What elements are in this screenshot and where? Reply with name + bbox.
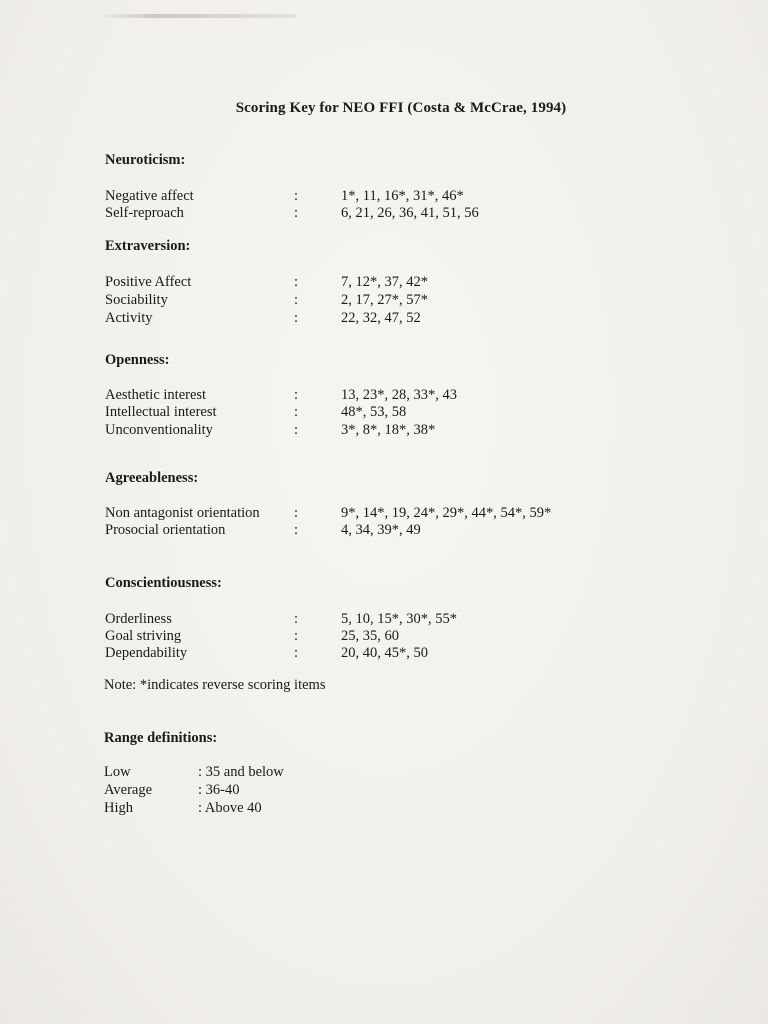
- section-heading-range-definitions: Range definitions:: [104, 730, 218, 746]
- separator: :: [294, 522, 299, 538]
- item-numbers: 7, 12*, 37, 42*: [341, 274, 428, 290]
- item-numbers: 1*, 11, 16*, 31*, 46*: [341, 188, 464, 204]
- reverse-scoring-note: Note: *indicates reverse scoring items: [104, 677, 326, 693]
- item-numbers: 13, 23*, 28, 33*, 43: [341, 387, 457, 403]
- range-label: Average: [104, 782, 153, 798]
- facet-label: Prosocial orientation: [105, 522, 226, 538]
- separator: :: [294, 205, 299, 221]
- separator: :: [294, 387, 299, 403]
- section-heading-agreeableness: Agreeableness:: [105, 470, 199, 486]
- item-numbers: 5, 10, 15*, 30*, 55*: [341, 611, 457, 627]
- separator: :: [294, 292, 299, 308]
- item-numbers: 48*, 53, 58: [341, 404, 407, 420]
- separator: :: [294, 404, 299, 420]
- facet-label: Non antagonist orientation: [105, 505, 260, 521]
- facet-label: Unconventionality: [105, 422, 213, 438]
- separator: :: [294, 310, 299, 326]
- item-numbers: 3*, 8*, 18*, 38*: [341, 422, 436, 438]
- item-numbers: 6, 21, 26, 36, 41, 51, 56: [341, 205, 479, 221]
- range-label: Low: [104, 764, 131, 780]
- item-numbers: 4, 34, 39*, 49: [341, 522, 421, 538]
- section-heading-neuroticism: Neuroticism:: [105, 152, 186, 168]
- range-value: : 36-40: [198, 782, 240, 798]
- section-heading-conscientiousness: Conscientiousness:: [105, 575, 222, 591]
- range-value: : 35 and below: [198, 764, 284, 780]
- facet-label: Positive Affect: [105, 274, 192, 290]
- item-numbers: 2, 17, 27*, 57*: [341, 292, 428, 308]
- document-title: Scoring Key for NEO FFI (Costa & McCrae, 1994): [235, 100, 567, 116]
- separator: :: [294, 422, 299, 438]
- range-label: High: [104, 800, 133, 816]
- facet-label: Intellectual interest: [105, 404, 217, 420]
- section-heading-extraversion: Extraversion:: [105, 238, 191, 254]
- separator: :: [294, 274, 299, 290]
- facet-label: Self-reproach: [105, 205, 184, 221]
- facet-label: Sociability: [105, 292, 168, 308]
- facet-label: Orderliness: [105, 611, 172, 627]
- item-numbers: 9*, 14*, 19, 24*, 29*, 44*, 54*, 59*: [341, 505, 552, 521]
- range-value: : Above 40: [198, 800, 262, 816]
- scan-artifact: [96, 14, 296, 18]
- facet-label: Dependability: [105, 645, 188, 661]
- separator: :: [294, 645, 299, 661]
- facet-label: Negative affect: [105, 188, 194, 204]
- item-numbers: 20, 40, 45*, 50: [341, 645, 428, 661]
- facet-label: Goal striving: [105, 628, 182, 644]
- item-numbers: 25, 35, 60: [341, 628, 399, 644]
- section-heading-openness: Openness:: [105, 352, 170, 368]
- facet-label: Aesthetic interest: [105, 387, 207, 403]
- facet-label: Activity: [105, 310, 153, 326]
- separator: :: [294, 505, 299, 521]
- separator: :: [294, 188, 299, 204]
- item-numbers: 22, 32, 47, 52: [341, 310, 421, 326]
- separator: :: [294, 628, 299, 644]
- separator: :: [294, 611, 299, 627]
